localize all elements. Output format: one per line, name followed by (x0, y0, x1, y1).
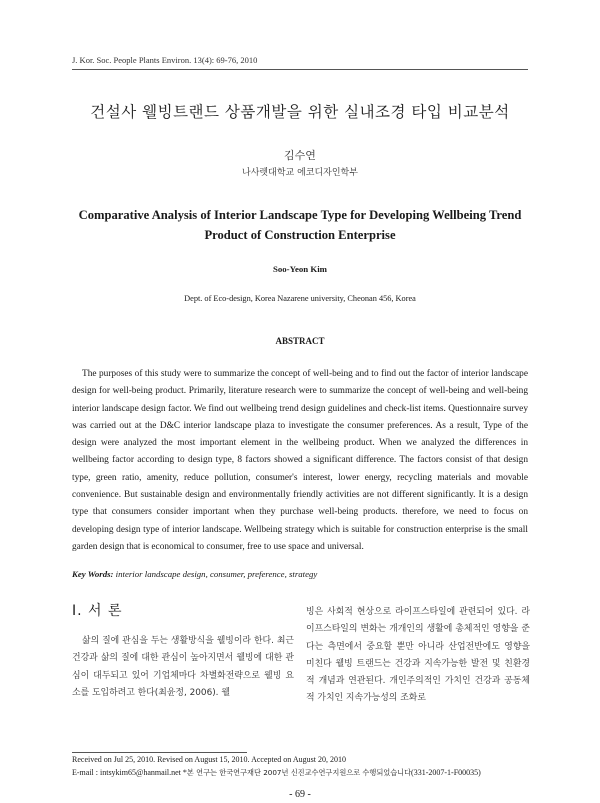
abstract-paragraph: The purposes of this study were to summarize the concept of well-being and to find out the factor of interior landscape design for well-being product. Primarily, literature research were to summarize the concept of well-being and well-being interior landscape design factor. We find out wellbeing trend design guidelines and check-list items. Questionnaire survey was carried out at the D&C interior landscape plaza to investigate the consumer preferences. As a result, Type of the design were analyzed the most important element in the wellbeing product. When we analyzed the differences in wellbeing factor according to design type, 8 factors showed a significant difference. The factors consist of that design type, green ratio, amenity, reduce pollution, consumer's interest, lower energy, recycling materials and movable convenience. But sustainable design and environmentally friendly activities are not different significantly. It is a design type that consumers consider important when they purchase well-being products. therefore, we need to focus on developing design type of interior landscape. Wellbeing strategy which is suitable for construction enterprise is the small garden design that is economical to consumer, free to use space and universal. (72, 369, 528, 552)
keywords-label: Key Words: (72, 569, 114, 579)
english-title: Comparative Analysis of Interior Landscape Type for Developing Wellbeing Trend Product of Construction Enterprise (78, 208, 522, 242)
body-paragraph-right: 빙은 사회적 현상으로 라이프스타일에 관련되어 있다. 라이프스타일의 변화는 개개인의 생활에 총체적인 영향을 준다는 측면에서 중요할 뿐만 아니라 산업전반에도 영향을 미친다 웰빙 트랜드는 건강과 지속가능한 발전 및 친환경적 개념과 연관된다. 개인주의적인 가치인 건강과 공동체적 가치인 지속가능성의 조화로 (306, 607, 530, 704)
korean-affiliation: 나사렛대학교 에코디자인학부 (242, 168, 358, 178)
journal-reference: J. Kor. Soc. People Plants Environ. 13(4): 69-76, 2010 (72, 55, 258, 65)
page-number: - 69 - (289, 789, 311, 800)
body-column-left (72, 633, 294, 702)
footnote-email (72, 768, 481, 778)
footnote-email-text: E-mail : intsykim65@hanmail.net * (72, 768, 187, 777)
abstract-body (72, 366, 528, 556)
keywords (72, 569, 317, 579)
section-heading: Ⅰ. 서 론 (72, 603, 123, 619)
footnote-funding-code: (331-2007-1-F00035) (411, 768, 481, 777)
footnote-received: Received on Jul 25, 2010. Revised on August 15, 2010. Accepted on August 20, 2010 (72, 755, 346, 764)
keywords-text: interior landscape design, consumer, preference, strategy (113, 569, 318, 579)
korean-title: 건설사 웰빙트랜드 상품개발을 위한 실내조경 타입 비교분석 (90, 103, 510, 121)
english-affiliation: Dept. of Eco-design, Korea Nazarene university, Cheonan 456, Korea (184, 294, 416, 303)
footnote-rule (72, 752, 247, 753)
korean-author: 김수연 (284, 149, 316, 162)
header-rule (72, 69, 528, 70)
footnote-funding: 본 연구는 한국연구재단 2007년 신진교수연구지원으로 수행되었습니다 (186, 768, 412, 777)
english-author: Soo-Yeon Kim (272, 264, 327, 274)
abstract-heading: ABSTRACT (275, 336, 325, 346)
body-column-right (306, 604, 530, 708)
body-paragraph-left: 삶의 질에 관심을 두는 생활방식을 웰빙이라 한다. 최근 건강과 삶의 질에 대한 관심이 높아지면서 웰빙에 대한 관심이 대두되고 있어 기업체마다 차별화전략으로 웰빙 요소를 도입하려고 한다(최윤정, 2006). 웰 (72, 636, 294, 698)
